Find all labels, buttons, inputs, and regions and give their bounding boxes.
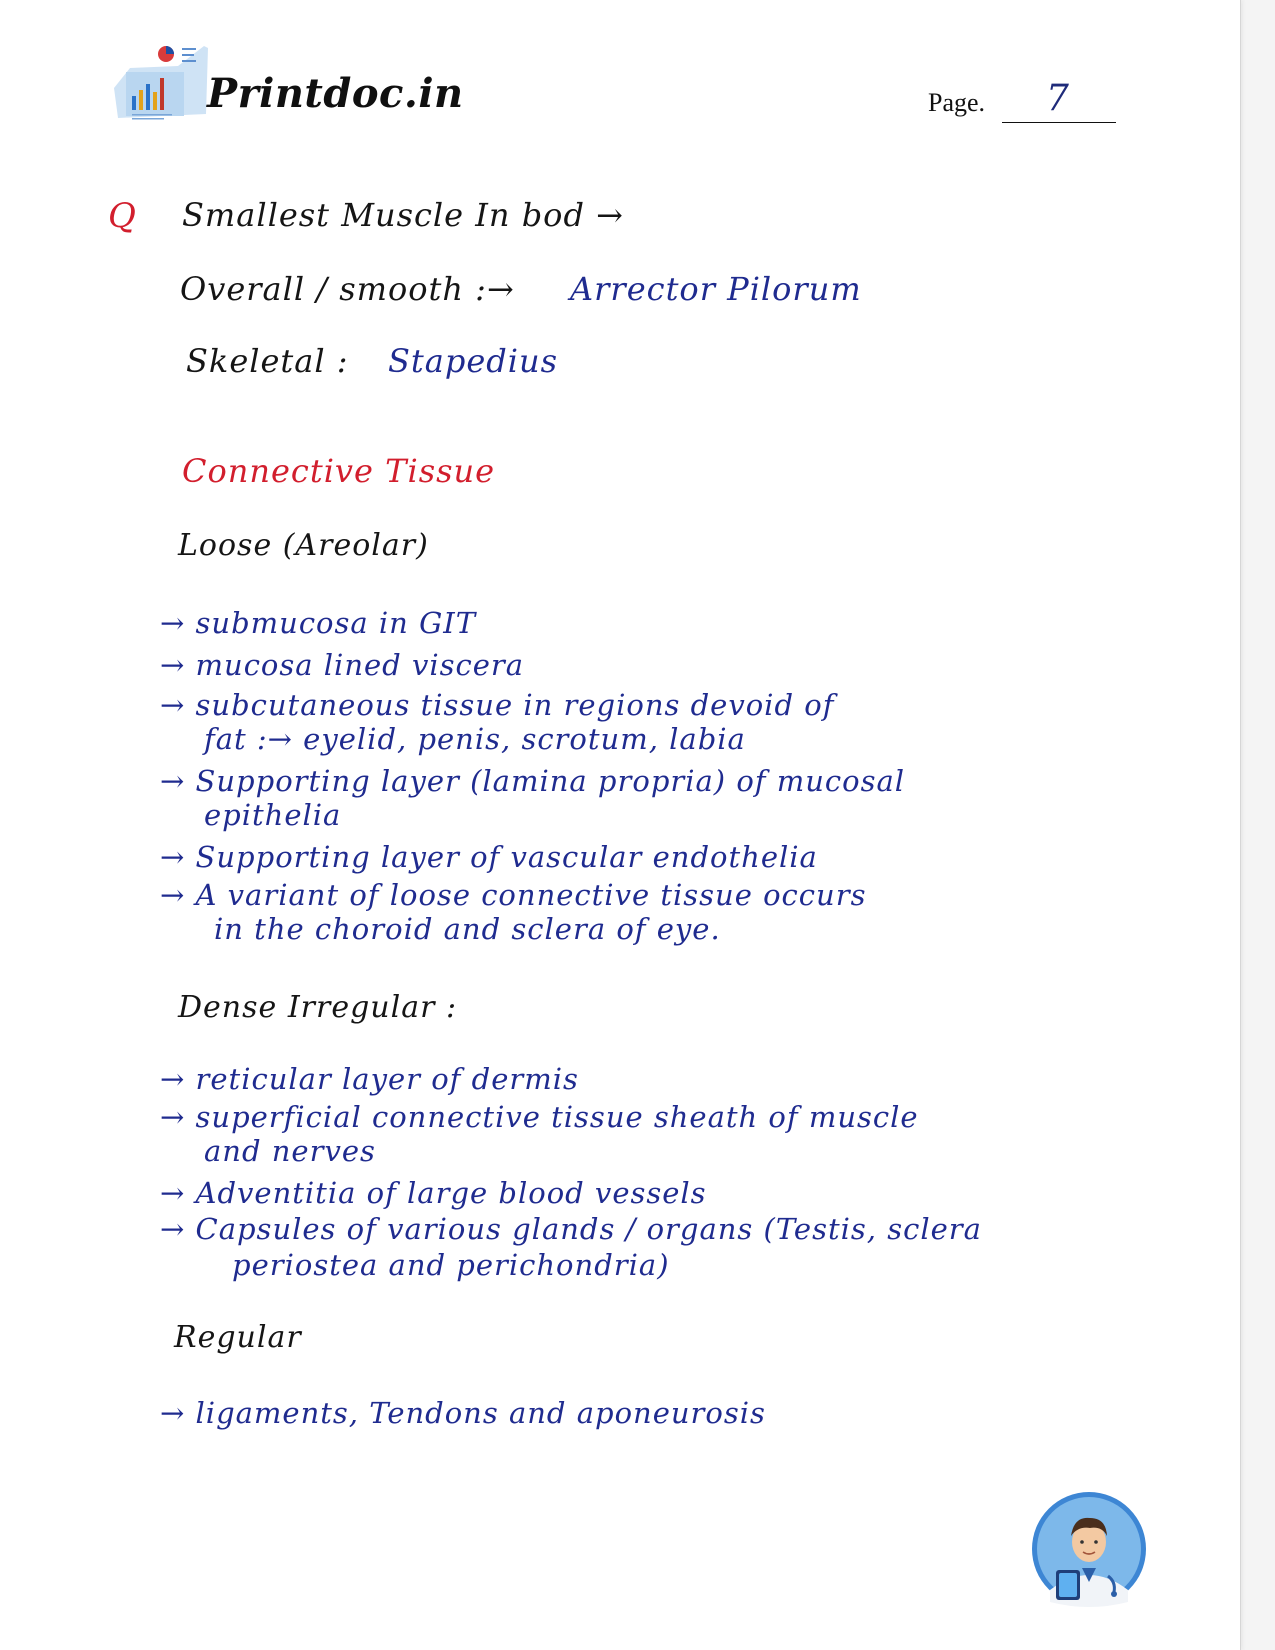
doctor-avatar-icon <box>1030 1490 1148 1608</box>
loose-line-6: epithelia <box>204 798 342 832</box>
dense-irregular-heading: Dense Irregular : <box>178 990 458 1025</box>
connective-tissue-heading: Connective Tissue <box>182 452 496 490</box>
loose-line-2: → mucosa lined viscera <box>160 648 525 682</box>
regular-line-1: → ligaments, Tendons and aponeurosis <box>160 1396 766 1430</box>
overall-label: Overall / smooth :→ <box>180 270 515 308</box>
printdoc-logo-icon <box>108 38 214 128</box>
dense-line-5: → Capsules of various glands / organs (Testis, sclera <box>160 1212 982 1246</box>
loose-line-1: → submucosa in GIT <box>160 606 477 640</box>
page-label: Page. <box>928 88 986 117</box>
page-number-underline <box>1002 122 1116 123</box>
brand-name: Printdoc.in <box>207 70 464 117</box>
question-title: Smallest Muscle In bod → <box>182 196 624 234</box>
loose-line-7: → Supporting layer of vascular endothelia <box>160 840 818 874</box>
skeletal-label: Skeletal : <box>186 342 349 380</box>
loose-line-4: fat :→ eyelid, penis, scrotum, labia <box>204 722 746 756</box>
dense-line-2: → superficial connective tissue sheath of muscle <box>160 1100 919 1134</box>
loose-line-9: in the choroid and sclera of eye. <box>214 912 721 946</box>
regular-heading: Regular <box>174 1320 302 1355</box>
question-marker: Q <box>108 196 136 236</box>
loose-heading: Loose (Areolar) <box>178 528 429 563</box>
dense-line-4: → Adventitia of large blood vessels <box>160 1176 707 1210</box>
loose-line-3: → subcutaneous tissue in regions devoid of <box>160 688 835 722</box>
page-number: 7 <box>1046 78 1069 119</box>
skeletal-answer: Stapedius <box>388 342 559 380</box>
overall-answer: Arrector Pilorum <box>570 270 862 308</box>
loose-line-8: → A variant of loose connective tissue occurs <box>160 878 867 912</box>
loose-line-5: → Supporting layer (lamina propria) of mucosal <box>160 764 906 798</box>
dense-line-6: periostea and perichondria) <box>232 1248 670 1282</box>
dense-line-3: and nerves <box>204 1134 376 1168</box>
dense-line-1: → reticular layer of dermis <box>160 1062 579 1096</box>
